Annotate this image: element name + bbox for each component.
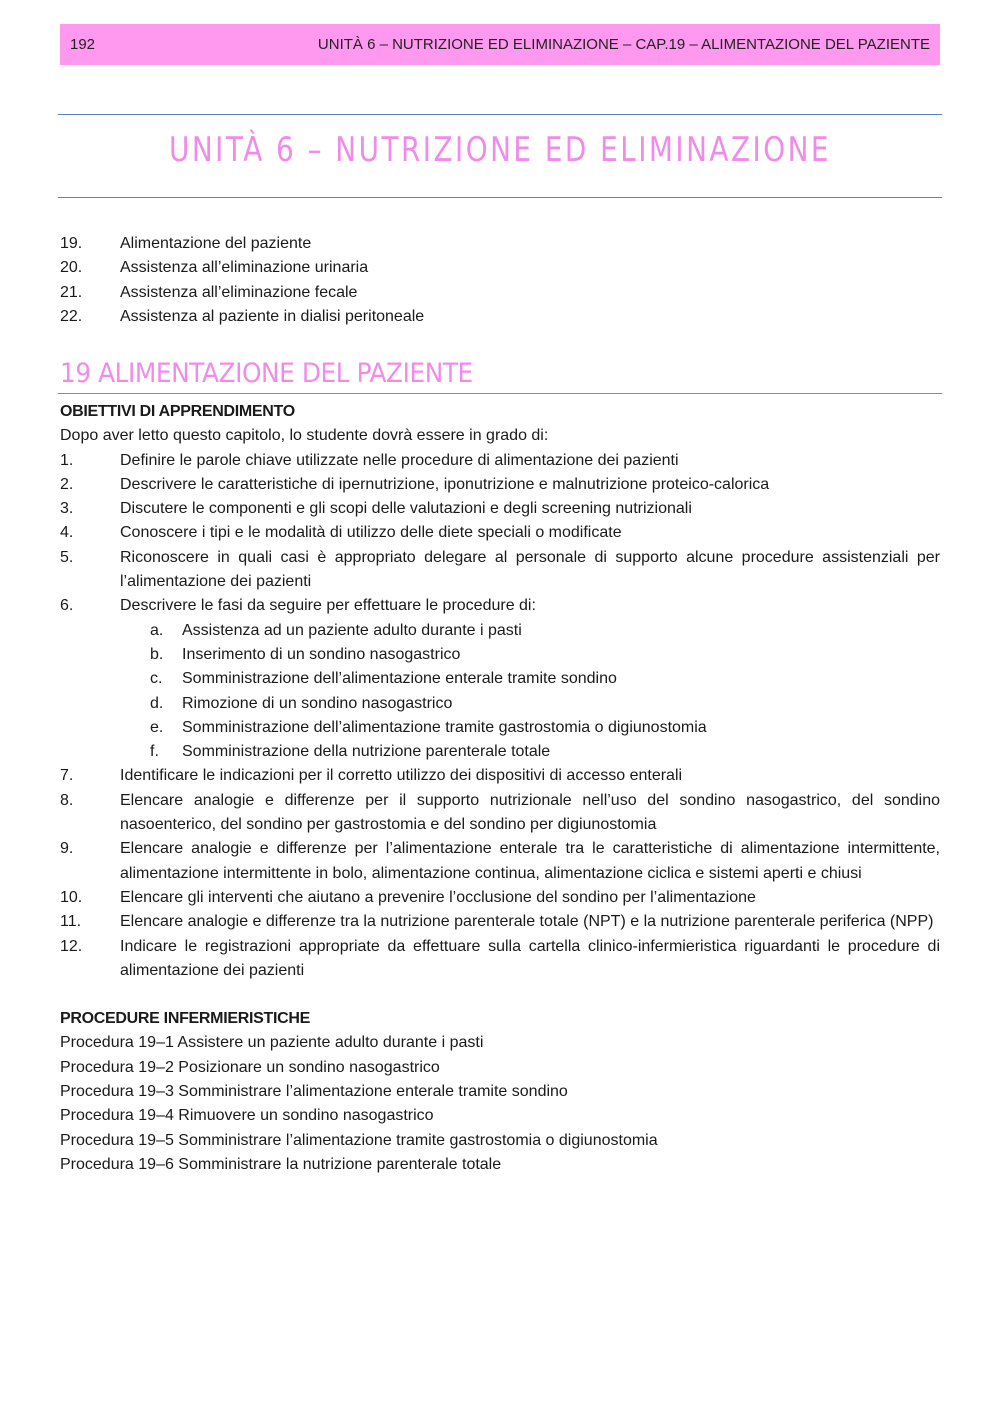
sub-list-item [60,619,940,643]
list-item [60,935,940,984]
title-rule-bottom [58,197,942,198]
procedures-title: PROCEDURE INFERMIERISTICHE [60,1010,310,1028]
sub-list-item [60,740,940,764]
item-letter: d. [150,694,164,712]
item-number: 19. [60,235,83,252]
item-number: 2. [60,475,74,493]
item-text: Identificare le indicazioni per il corretto utilizzo dei dispositivi di accesso enterali [120,767,683,785]
item-letter: c. [150,670,163,688]
item-text: Assistenza all’eliminazione fecale [120,283,358,301]
item-number: 3. [60,500,74,518]
item-letter: e. [150,718,164,736]
item-text: Alimentazione del paziente [120,235,312,252]
page-number: 192 [70,36,96,53]
list-item [60,473,940,497]
list-item [60,910,940,934]
title-rule-top [58,114,942,115]
item-letter: f. [150,743,159,761]
item-text: Conoscere i tipi e le modalità di utilizzo delle diete speciali o modificate [120,524,622,542]
list-item [60,449,940,473]
item-text: Discutere le componenti e gli scopi delle valutazioni e degli screening nutrizionali [120,500,692,518]
list-item [60,886,940,910]
item-text: Somministrazione dell’alimentazione tramite gastrostomia o digiunostomia [182,718,707,736]
item-text: Descrivere le caratteristiche di ipernutrizione, iponutrizione e malnutrizione proteico-calorica [120,475,770,493]
list-item [60,497,940,521]
item-number: 1. [60,451,74,469]
procedure-item: Procedura 19–6 Somministrare la nutrizione parenterale totale [60,1155,502,1173]
item-number: 7. [60,767,74,785]
item-text: Elencare analogie e differenze tra la nutrizione parenterale totale (NPT) e la nutrizione parenterale periferica (NPP) [120,913,934,931]
procedure-item: Procedura 19–2 Posizionare un sondino nasogastrico [60,1058,440,1076]
item-number: 20. [60,259,83,277]
objectives-intro: Dopo aver letto questo capitolo, lo studente dovrà essere in grado di: [60,427,549,445]
item-text: Assistenza all’eliminazione urinaria [120,259,369,277]
list-item [60,305,940,329]
procedure-item: Procedura 19–1 Assistere un paziente adulto durante i pasti [60,1034,484,1052]
procedure-item: Procedura 19–3 Somministrare l’alimentazione enterale tramite sondino [60,1083,568,1101]
objectives-title: OBIETTIVI DI APPRENDIMENTO [60,403,295,420]
procedure-item: Procedura 19–5 Somministrare l’alimentazione tramite gastrostomia o digiunostomia [60,1131,658,1149]
item-text: Somministrazione dell’alimentazione enterale tramite sondino [182,670,617,688]
item-text: Indicare le registrazioni appropriate da effettuare sulla cartella clinico-infermieristica riguardanti le procedure di alimentazione dei pazienti [120,937,940,979]
list-item [60,764,940,788]
chapter-heading: 19 ALIMENTAZIONE DEL PAZIENTE [60,358,473,389]
item-text: Elencare analogie e differenze per il supporto nutrizionale nell’uso del sondino nasogastrico, del sondino nasoenterico, del sondino per gastrostomia e del sondino per digiunostomia [120,791,940,834]
sub-list-item [60,716,940,740]
item-text: Definire le parole chiave utilizzate nelle procedure di alimentazione dei pazienti [120,451,679,469]
item-text: Inserimento di un sondino nasogastrico [182,645,461,663]
item-number: 6. [60,597,74,615]
item-number: 12. [60,937,83,955]
list-item [60,232,940,256]
chapter-content [60,400,940,1177]
item-number: 10. [60,888,83,906]
list-item [60,256,940,280]
item-number: 21. [60,283,83,301]
list-item [60,789,940,838]
item-letter: b. [150,645,164,663]
list-item [60,594,940,618]
running-title: UNITÀ 6 – NUTRIZIONE ED ELIMINAZIONE – CAP.19 – ALIMENTAZIONE DEL PAZIENTE [317,36,930,53]
running-header [60,24,940,65]
list-item [60,521,940,545]
item-number: 9. [60,840,74,858]
unit-chapter-list [60,232,940,329]
item-number: 4. [60,524,74,542]
item-number: 8. [60,791,74,809]
item-text: Descrivere le fasi da seguire per effettuare le procedure di: [120,597,536,615]
item-text: Assistenza al paziente in dialisi peritoneale [120,307,425,325]
sub-list-item [60,667,940,691]
item-number: 22. [60,307,83,325]
unit-title: UNITÀ 6 – NUTRIZIONE ED ELIMINAZIONE [169,130,831,170]
list-item [60,281,940,305]
item-number: 11. [60,913,82,931]
item-number: 5. [60,548,74,566]
item-text: Riconoscere in quali casi è appropriato delegare al personale di supporto alcune procedure assistenziali per l’alimentazione dei pazienti [120,548,940,591]
sub-list-item [60,643,940,667]
chapter-rule [58,393,942,394]
sub-list-item [60,692,940,716]
item-text: Somministrazione della nutrizione parenterale totale [182,743,551,761]
list-item [60,546,940,595]
list-item [60,837,940,886]
procedure-item: Procedura 19–4 Rimuovere un sondino nasogastrico [60,1107,434,1125]
item-text: Elencare gli interventi che aiutano a prevenire l’occlusione del sondino per l’alimentazione [120,888,756,906]
item-letter: a. [150,621,164,639]
item-text: Rimozione di un sondino nasogastrico [182,694,453,712]
item-text: Assistenza ad un paziente adulto durante i pasti [182,621,522,639]
item-text: Elencare analogie e differenze per l’alimentazione enterale tra le caratteristiche di alimentazione intermittente, alimentazione intermittente in bolo, alimentazione continua, alimentazione ciclica e sistemi aperti e chiusi [120,840,940,882]
